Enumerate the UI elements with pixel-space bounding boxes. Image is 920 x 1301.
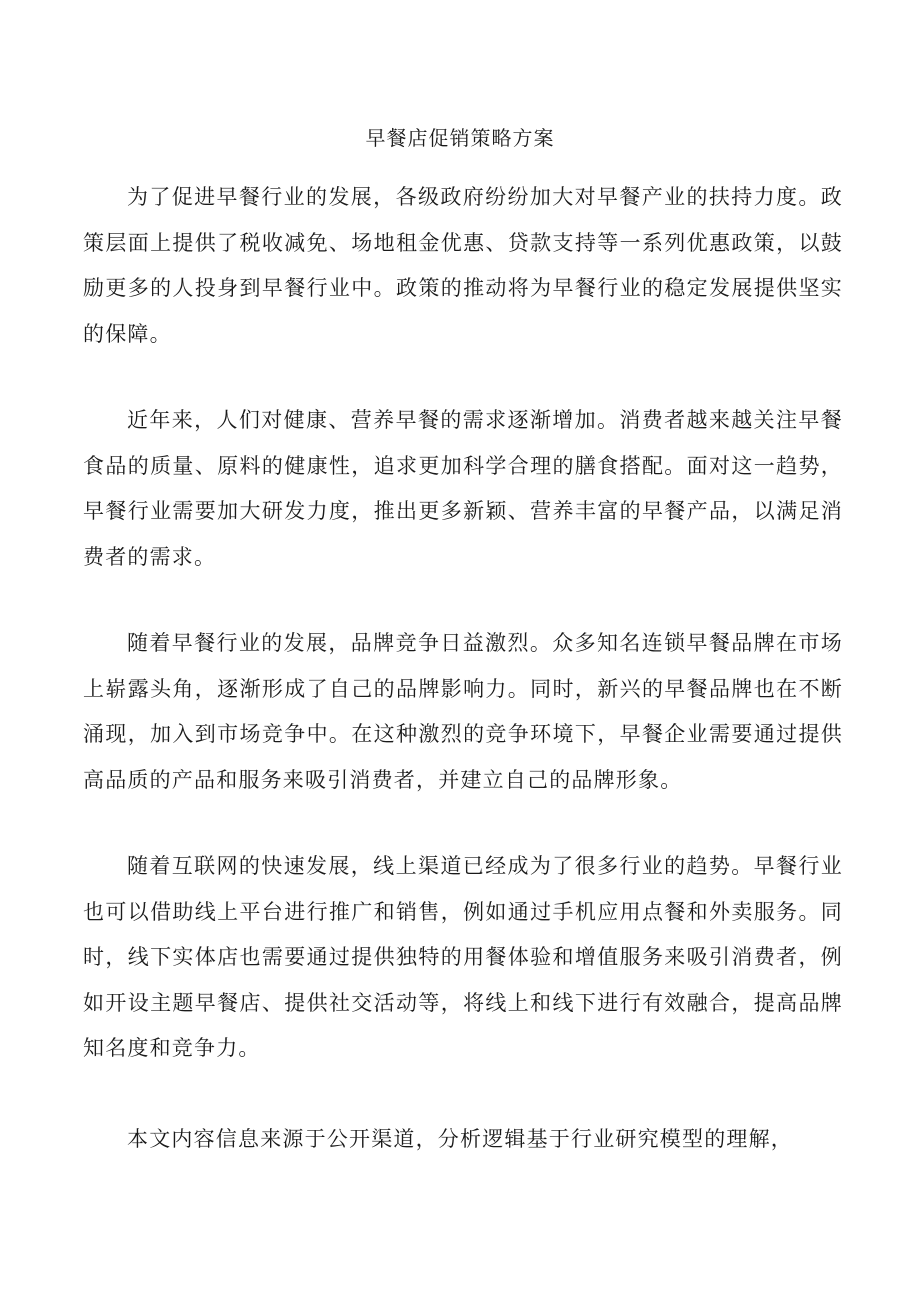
paragraph-source-note: 本文内容信息来源于公开渠道，分析逻辑基于行业研究模型的理解，	[127, 1127, 793, 1151]
document-title: 早餐店促销策略方案	[365, 126, 555, 150]
paragraph-policy-support: 为了促进早餐行业的发展，各级政府纷纷加大对早餐产业的扶持力度。政策层面上提供了税收减免、场地租金优惠、贷款支持等一系列优惠政策，以鼓励更多的人投身到早餐行业中。政策的推动将为早餐行业的稳定发展提供坚实的保障。	[83, 185, 843, 346]
paragraph-brand-competition: 随着早餐行业的发展，品牌竞争日益激烈。众多知名连锁早餐品牌在市场上崭露头角，逐渐形成了自己的品牌影响力。同时，新兴的早餐品牌也在不断涌现，加入到市场竞争中。在这种激烈的竞争环境下，早餐企业需要通过提供高品质的产品和服务来吸引消费者，并建立自己的品牌形象。	[83, 631, 843, 792]
paragraph-health-demand: 近年来，人们对健康、营养早餐的需求逐渐增加。消费者越来越关注早餐食品的质量、原料的健康性，追求更加科学合理的膳食搭配。面对这一趋势，早餐行业需要加大研发力度，推出更多新颖、营养丰富的早餐产品，以满足消费者的需求。	[83, 408, 843, 569]
paragraph-online-offline: 随着互联网的快速发展，线上渠道已经成为了很多行业的趋势。早餐行业也可以借助线上平台进行推广和销售，例如通过手机应用点餐和外卖服务。同时，线下实体店也需要通过提供独特的用餐体验和增值服务来吸引消费者，例如开设主题早餐店、提供社交活动等，将线上和线下进行有效融合，提高品牌知名度和竞争力。	[83, 854, 843, 1060]
